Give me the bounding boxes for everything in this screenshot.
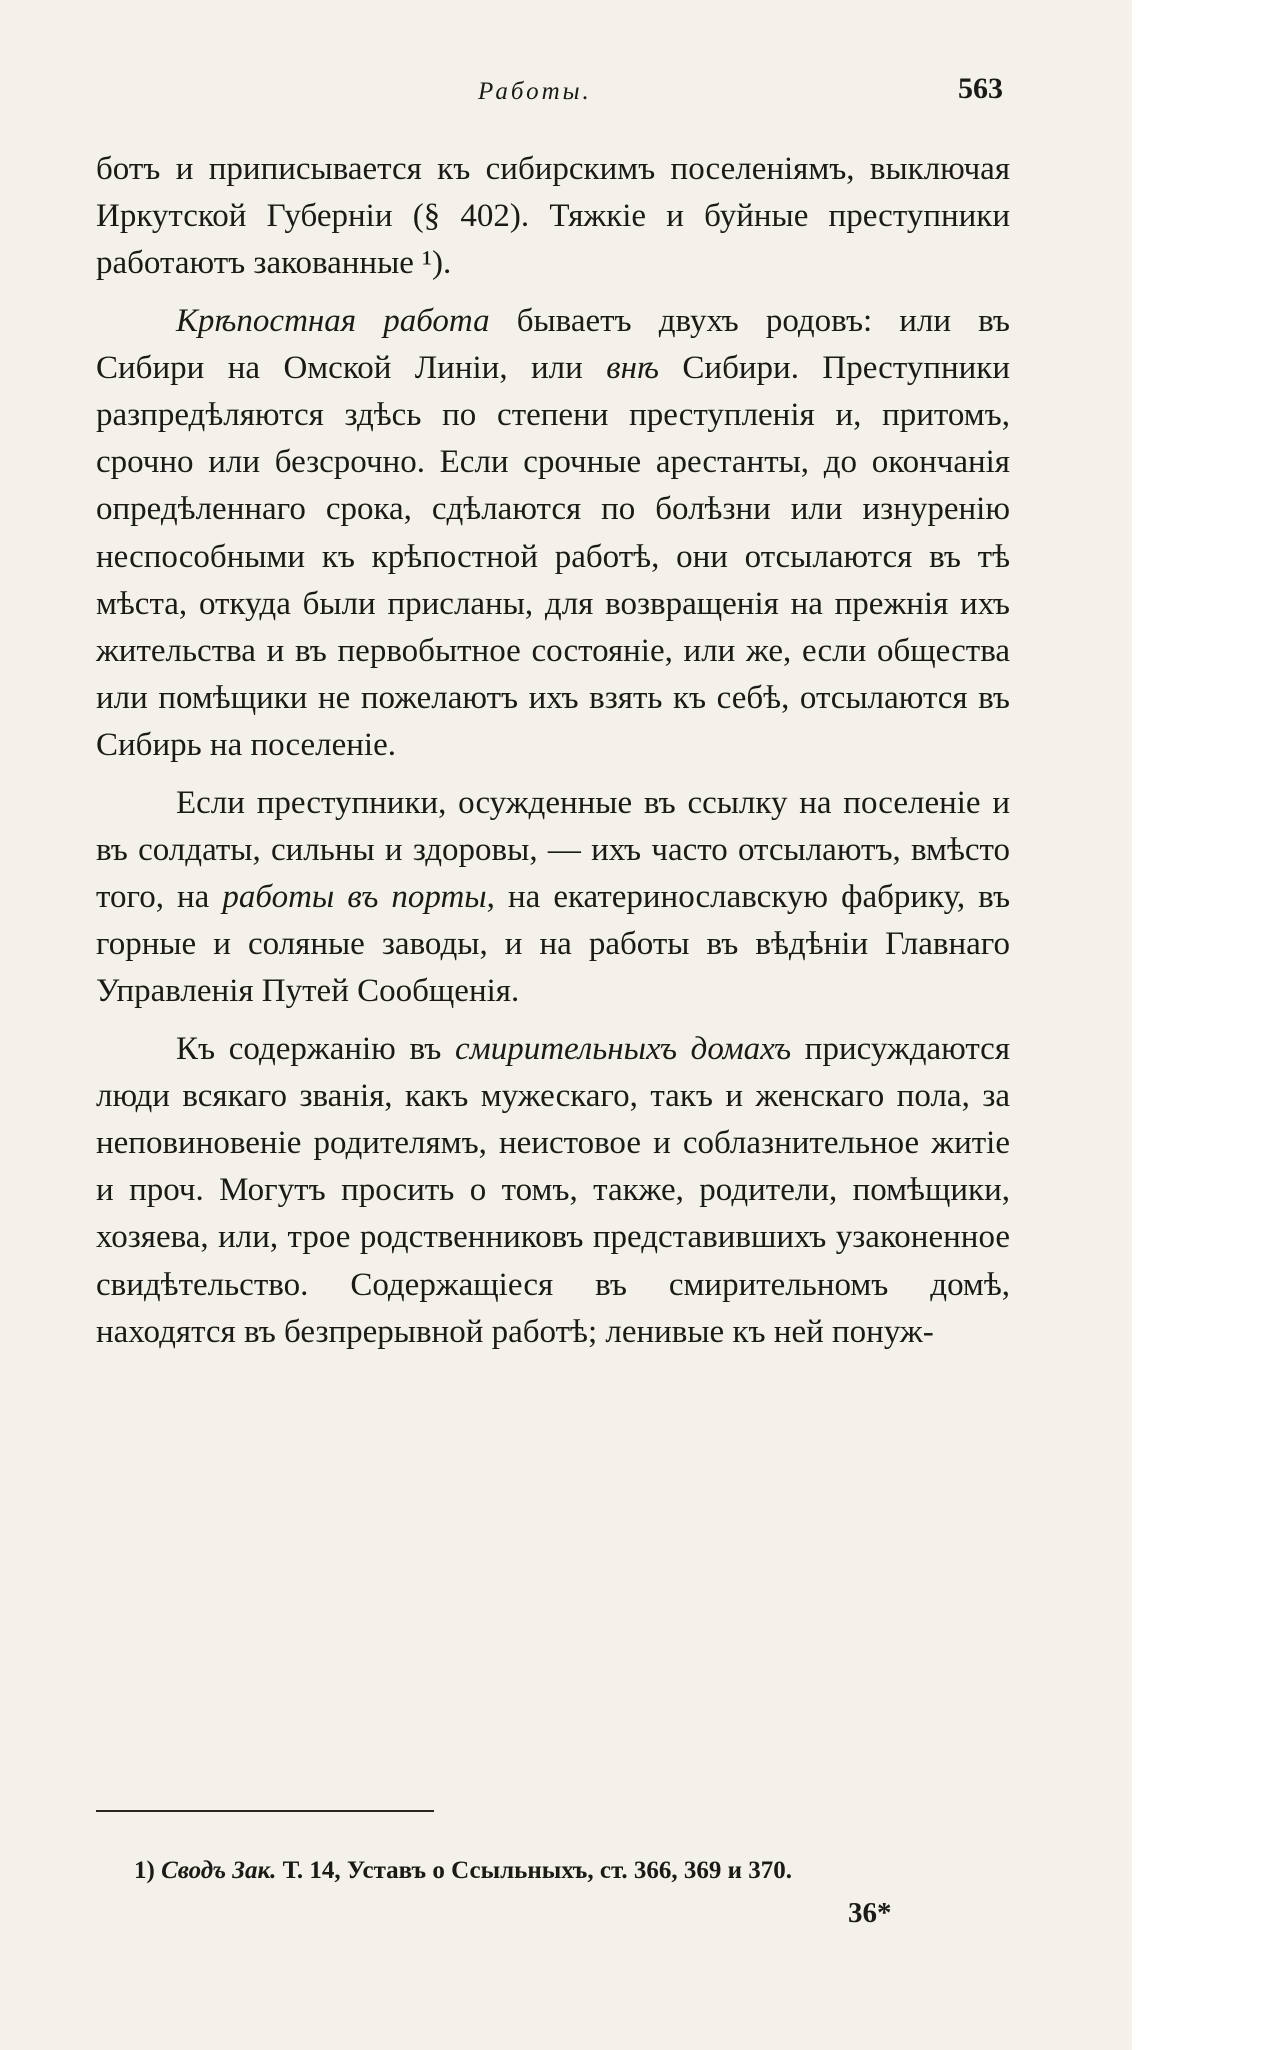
paragraph-2-text-b: Сибири. Преступники разпредѣляются здѣсь по степени преступленія и, притомъ, срочно или безсрочно. Если срочные арестанты, до окончанія опредѣленнаго срока, сдѣлаются по болѣзни или изнуренію неспособными къ крѣпостной работѣ, они отсылаются въ тѣ мѣста, откуда были присланы, для возвращенія на прежнія ихъ жительства и въ первобытное состояніе, или же, если общества или помѣщики не пожелаютъ ихъ взять къ себѣ, отсылаются въ Сибирь на поселеніе. [96,349,1010,764]
paragraph-2-text-a: бываетъ двухъ родовъ: или въ Сибири на Омской Линіи, или [96,302,1010,386]
running-title: Работы. [478,78,592,105]
paragraph-1-text: ботъ и приписывается къ сибирскимъ поселеніямъ, выключая Иркутской Губерніи (§ 402). Тяжкіе и буйные преступники работаютъ закованные ¹). [96,151,1010,282]
term-port-works: работы въ порты [222,879,487,916]
footnote-rule [96,1810,434,1812]
footnote-source: Сводъ Зак. [161,1857,277,1884]
page-number: 563 [958,72,1003,105]
paragraph-4-text-b: присуждаются люди всякаго званія, какъ мужескаго, такъ и женскаго пола, за неповиновеніе родителямъ, неистовое и соблазнительное житіе и проч. Могутъ просить о томъ, также, родители, помѣщики, хозяева, или, трое родственниковъ представившихъ узаконенное свидѣтельство. Содержащіеся въ смирительномъ домѣ, находятся въ безпрерывной работѣ; ленивые къ ней понуж- [96,1030,1010,1350]
term-correctional-houses: смирительныхъ домахъ [455,1030,792,1067]
page-header [0,72,1132,112]
paragraph-1 [96,146,1010,288]
paragraph-4 [96,1026,1010,1356]
footnote-marker: 1) [134,1857,162,1884]
footnote [134,1857,1014,1885]
paragraph-4-text-a: Къ содержанію въ [176,1030,456,1067]
body-text [96,146,1010,1366]
paragraph-3 [96,780,1010,1016]
term-fortress-work: Крѣпостная работа [176,302,490,339]
paragraph-2 [96,298,1010,770]
paragraph-3-text-a: Если преступники, осужденные въ ссылку на поселеніе и въ солдаты, сильны и здоровы, — ихъ часто отсылаютъ, вмѣсто того, на [96,784,1010,916]
signature-mark: 36* [848,1897,892,1929]
paragraph-3-text-b: , на екатеринославскую фабрику, въ горные и соляные заводы, и на работы въ вѣдѣніи Главнаго Управленія Путей Сообщенія. [96,879,1011,1010]
footnote-reference: Т. 14, Уставъ о Ссыльныхъ, ст. 366, 369 и 370. [276,1857,793,1884]
term-outside: внѣ [606,349,659,386]
